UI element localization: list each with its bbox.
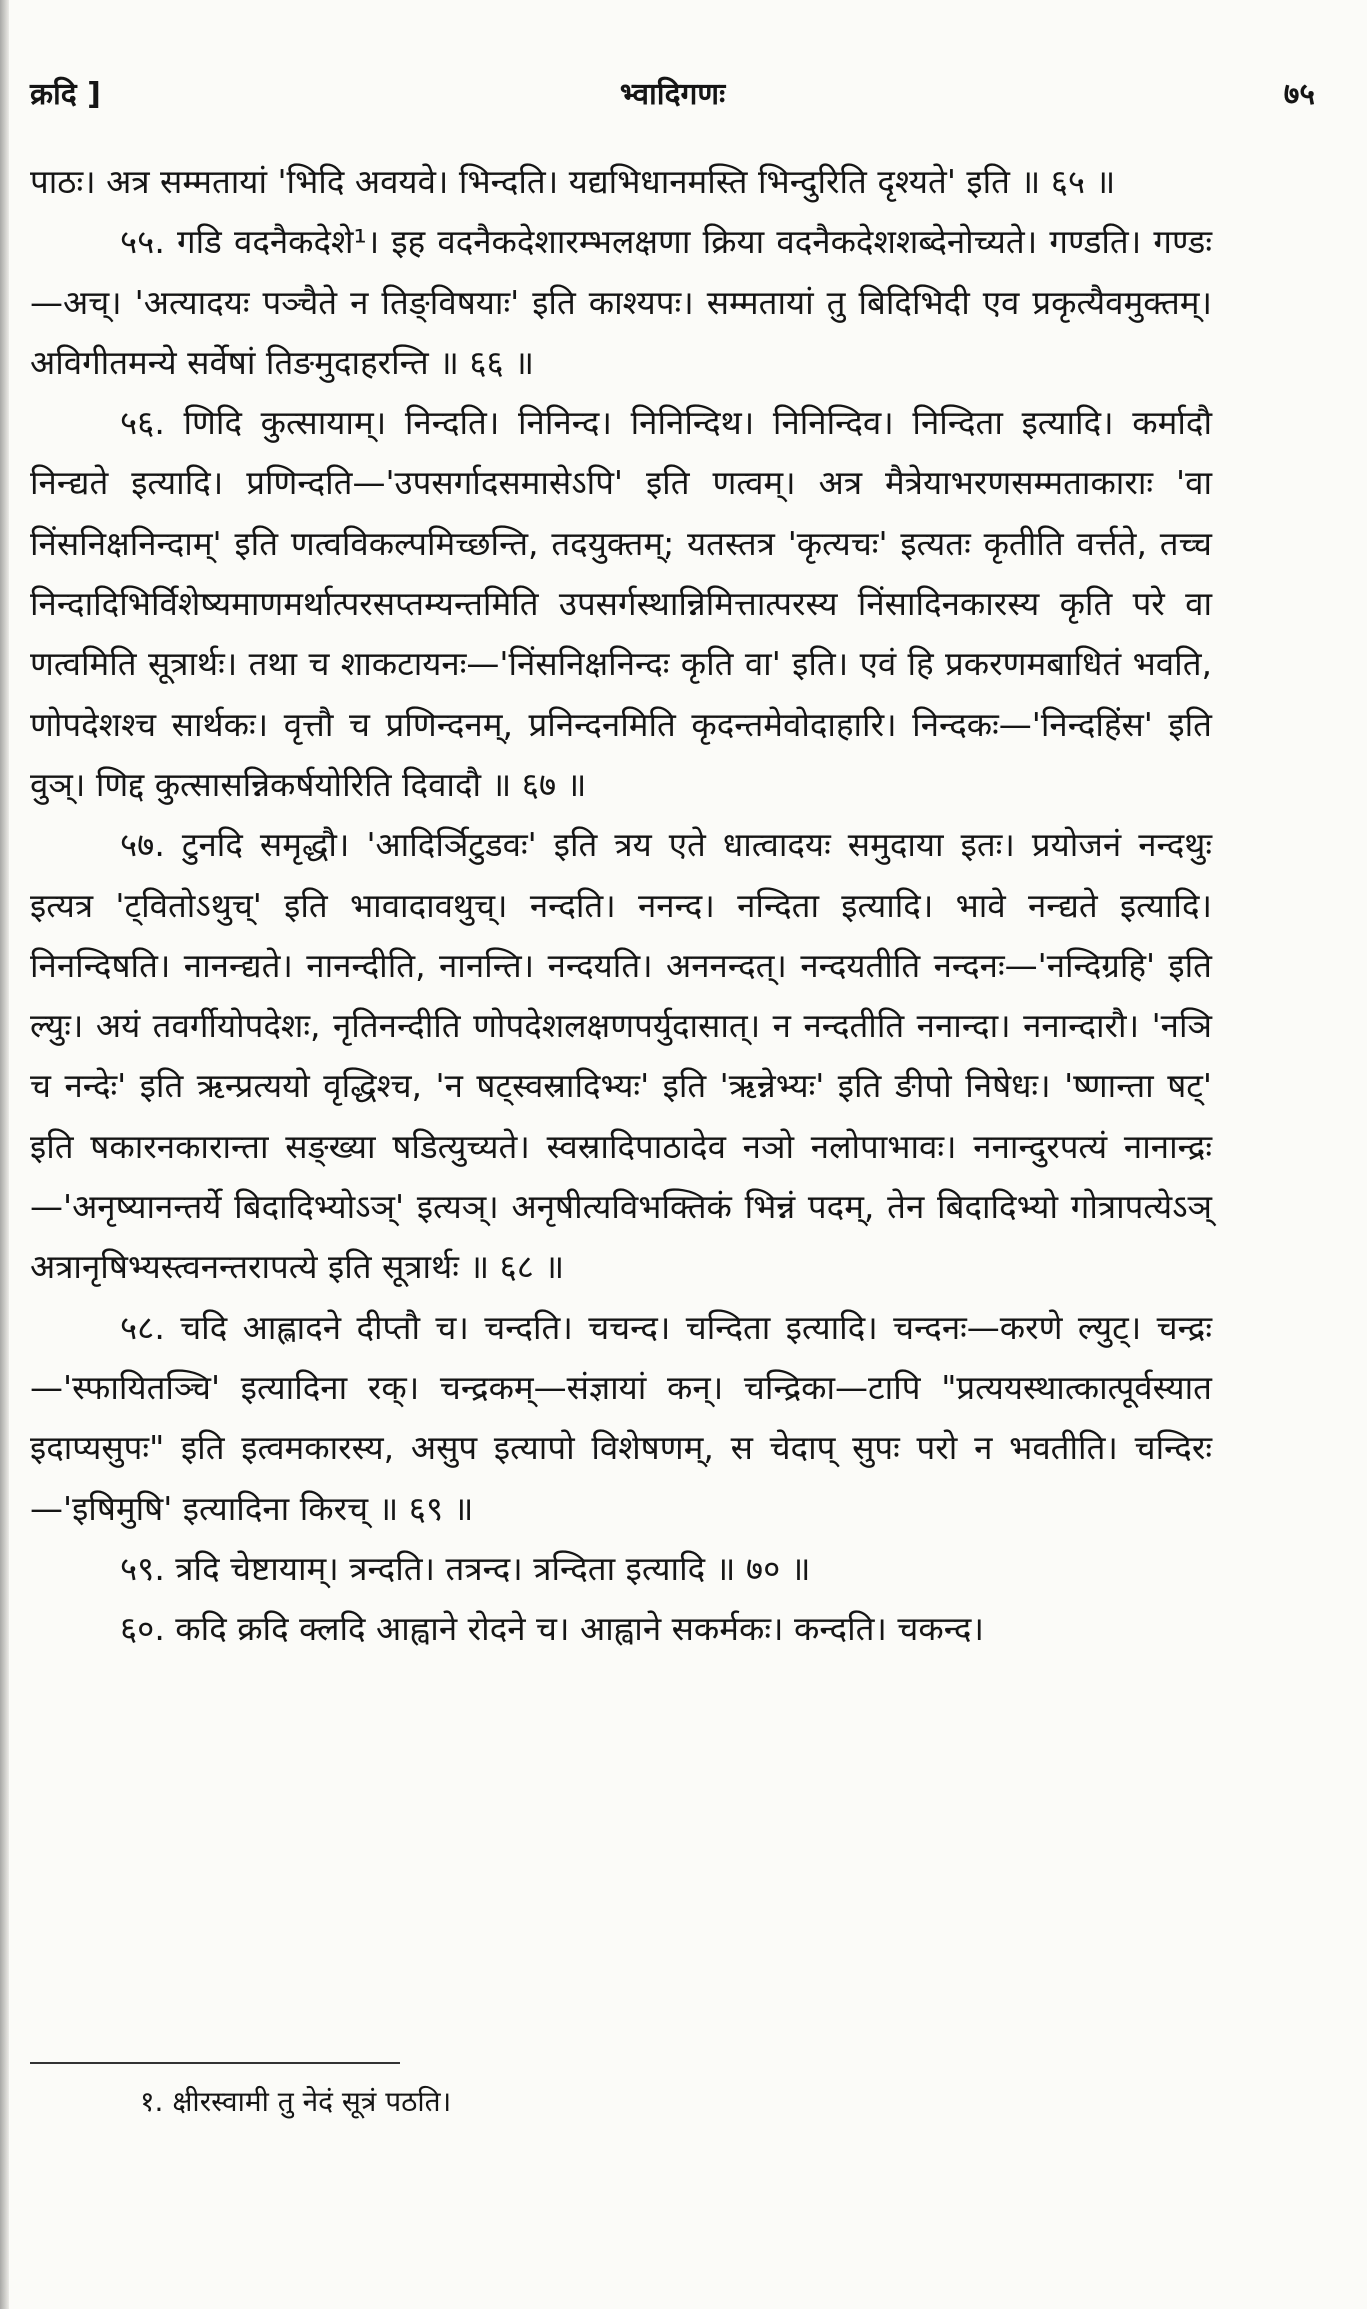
paragraph: ५६. णिदि कुत्सायाम्। निन्दति। निनिन्द। निनिन्दिथ। निनिन्दिव। निन्दिता इत्यादि। कर्मादौ निन्द्यते इत्यादि। प्रणिन्दति—'उपसर्गादसमासेऽपि' इति णत्वम्। अत्र मैत्रेयाभरणसम्मताकाराः 'वा निंसनिक्षनिन्दाम्' इति णत्वविकल्पमिच्छन्ति, तदयुक्तम्; यतस्तत्र 'कृत्यचः' इत्यतः कृतीति वर्त्तते, तच्च निन्दादिभिर्विशेष्यमाणमर्थात्परसप्तम्यन्तमिति उपसर्गस्थान्निमित्तात्परस्य निंसादिनकारस्य कृति परे वा णत्वमिति सूत्रार्थः। तथा च शाकटायनः—'निंसनिक्षनिन्दः कृति वा' इति। एवं हि प्रकरणमबाधितं भवति, णोपदेशश्च सार्थकः। वृत्तौ च प्रणिन्दनम्, प्रनिन्दनमिति कृदन्तमेवोदाहारि। निन्दकः—'निन्दहिंस' इति वुञ्। णिद्द कुत्सासन्निकर्षयोरिति दिवादौ ॥ ६७ ॥ (30, 403, 1212, 804)
page-binding-edge (0, 0, 9, 2309)
paragraph: ५९. त्रदि चेष्टायाम्। त्रन्दति। तत्रन्द। त्रन्दिता इत्यादि ॥ ७० ॥ (120, 1548, 811, 1588)
footnote: १. क्षीरस्वामी तु नेदं सूत्रं पठति। (140, 2085, 452, 2118)
footnote-divider (30, 2062, 400, 2064)
paragraph: पाठः। अत्र सम्मतायां 'भिदि अवयवे। भिन्दति। यद्यभिधानमस्ति भिन्दुरिति दृश्यते' इति ॥ ६५ ॥ (30, 162, 1116, 201)
header-chapter-title: भ्वादिगणः (619, 77, 726, 112)
paragraph: ५५. गडि वदनैकदेशे¹। इह वदनैकदेशारम्भलक्षणा क्रिया वदनैकदेशशब्देनोच्यते। गण्डति। गण्डः—अच्। 'अत्यादयः पञ्चैते न तिङ्विषयाः' इति काश्यपः। सम्मतायां तु बिदिभिदी एव प्रकृत्यैवमुक्तम्। अविगीतमन्ये सर्वेषां तिङमुदाहरन्ति ॥ ६६ ॥ (30, 222, 1212, 382)
paragraph: ६०. कदि क्रदि क्लदि आह्वाने रोदने च। आह्वाने सकर्मकः। कन्दति। चकन्द। (120, 1609, 984, 1649)
body-text (30, 152, 1212, 1659)
paragraph: ५७. टुनदि समृद्धौ। 'आदिर्ञिटुडवः' इति त्रय एते धात्वादयः समुदाया इतः। प्रयोजनं नन्दथुः इत्यत्र 'ट्वितोऽथुच्' इति भावादावथुच्। नन्दति। ननन्द। नन्दिता इत्यादि। भावे नन्द्यते इत्यादि। निनन्दिषति। नानन्द्यते। नानन्दीति, नानन्ति। नन्दयति। अननन्दत्। नन्दयतीति नन्दनः—'नन्दिग्रहि' इति ल्युः। अयं तवर्गीयोपदेशः, नृतिनन्दीति णोपदेशलक्षणपर्युदासात्। न नन्दतीति ननान्दा। ननान्दारौ। 'नञि च नन्देः' इति ऋन्प्रत्ययो वृद्धिश्च, 'न षट्स्वस्रादिभ्यः' इति 'ऋन्नेभ्यः' इति ङीपो निषेधः। 'ष्णान्ता षट्' इति षकारनकारान्ता सङ्ख्या षडित्युच्यते। स्वस्रादिपाठादेव नञो नलोपाभावः। ननान्दुरपत्यं नानान्द्रः—'अनृष्यानन्तर्ये बिदादिभ्योऽञ्' इत्यञ्। अनृषीत्यविभक्तिकं भिन्नं पदम्, तेन बिदादिभ्यो गोत्रापत्येऽञ् अत्रानृषिभ्यस्त्वनन्तरापत्ये इति सूत्रार्थः ॥ ६८ ॥ (30, 825, 1212, 1287)
running-header (30, 72, 1315, 128)
header-section-label: क्रदि ] (30, 77, 101, 112)
paragraph: ५८. चदि आह्लादने दीप्तौ च। चन्दति। चचन्द। चन्दिता इत्यादि। चन्दनः—करणे ल्युट्। चन्द्रः—'स्फायितञ्चि' इत्यादिना रक्। चन्द्रकम्—संज्ञायां कन्। चन्द्रिका—टापि "प्रत्ययस्थात्कात्पूर्वस्यात इदाप्यसुपः" इति इत्वमकारस्य, असुप इत्यापो विशेषणम्, स चेदाप् सुपः परो न भवतीति। चन्दिरः—'इषिमुषि' इत्यादिना किरच् ॥ ६९ ॥ (30, 1307, 1212, 1528)
page-number: ७५ (1283, 77, 1315, 112)
